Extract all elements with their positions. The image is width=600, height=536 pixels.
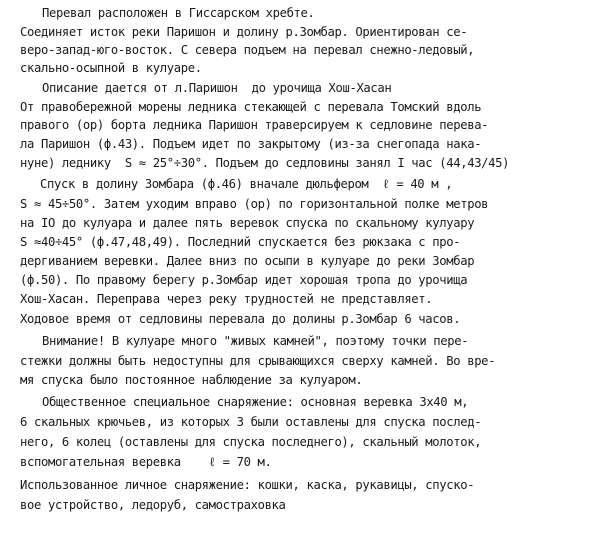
- text-line: вспомогательная веревка ℓ = 70 м.: [20, 455, 272, 469]
- text-line: стежки должны быть недоступны для срывающихся сверху камней. Во вре-: [20, 354, 496, 368]
- text-line: Ходовое время от седловины перевала до долины р.Зомбар 6 часов.: [20, 312, 461, 326]
- text-line: нуне) леднику S ≈ 25°÷30°. Подъем до седловины занял I час (44,43/45): [20, 156, 510, 170]
- text-line: мя спуска было постоянное наблюдение за кулуаром.: [20, 373, 363, 387]
- text-line: Описание дается от л.Паришон до урочища Хош-Хасан: [42, 81, 392, 95]
- text-line: на IO до кулуара и далее пять веревок спуска по скальному кулуару: [20, 216, 475, 230]
- text-line: Внимание! В кулуаре много "живых камней", поэтому точки пере-: [42, 334, 469, 348]
- text-line: правого (ор) борта ледника Паришон траверсируем к седловине перева-: [20, 118, 489, 132]
- text-line: (ф.50). По правому берегу р.Зомбар идет хорошая тропа до урочища: [20, 273, 468, 287]
- text-line: него, 6 колец (оставлены для спуска последнего), скальный молоток,: [20, 435, 482, 449]
- text-line: ла Паришон (ф.43). Подъем идет по закрытому (из-за снегопада нака-: [20, 137, 482, 151]
- text-line: Хош-Хасан. Переправа через реку трудностей не представляет.: [20, 292, 433, 306]
- text-line: дергиванием веревки. Далее вниз по осыпи в кулуаре до реки Зомбар: [20, 254, 475, 268]
- text-line: S ≈40÷45° (ф.47,48,49). Последний спускается без рюкзака с про-: [20, 235, 461, 249]
- text-line: От правобережной морены ледника стекающей с перевала Томский вдоль: [20, 100, 482, 114]
- text-line: S ≈ 45÷50°. Затем уходим вправо (ор) по горизонтальной полке метров: [20, 197, 489, 211]
- text-line: Соединяет исток реки Паришон и долину р.Зомбар. Ориентирован се-: [20, 25, 468, 39]
- text-line: веро-запад-юго-восток. С севера подъем на перевал снежно-ледовый,: [20, 43, 475, 57]
- text-line: Общественное специальное снаряжение: основная веревка 3х40 м,: [42, 395, 469, 409]
- text-line: Использованное личное снаряжение: кошки, каска, рукавицы, спуско-: [20, 478, 475, 492]
- text-line: Перевал расположен в Гиссарском хребте.: [42, 6, 315, 20]
- text-line: Спуск в долину Зомбара (ф.46) вначале дюльфером ℓ = 40 м ,: [40, 177, 453, 191]
- text-line: вое устройство, ледоруб, самостраховка: [20, 498, 286, 512]
- text-line: 6 скальных крючьев, из которых 3 были оставлены для спуска послед-: [20, 415, 482, 429]
- text-line: скально-осыпной в кулуаре.: [20, 61, 202, 75]
